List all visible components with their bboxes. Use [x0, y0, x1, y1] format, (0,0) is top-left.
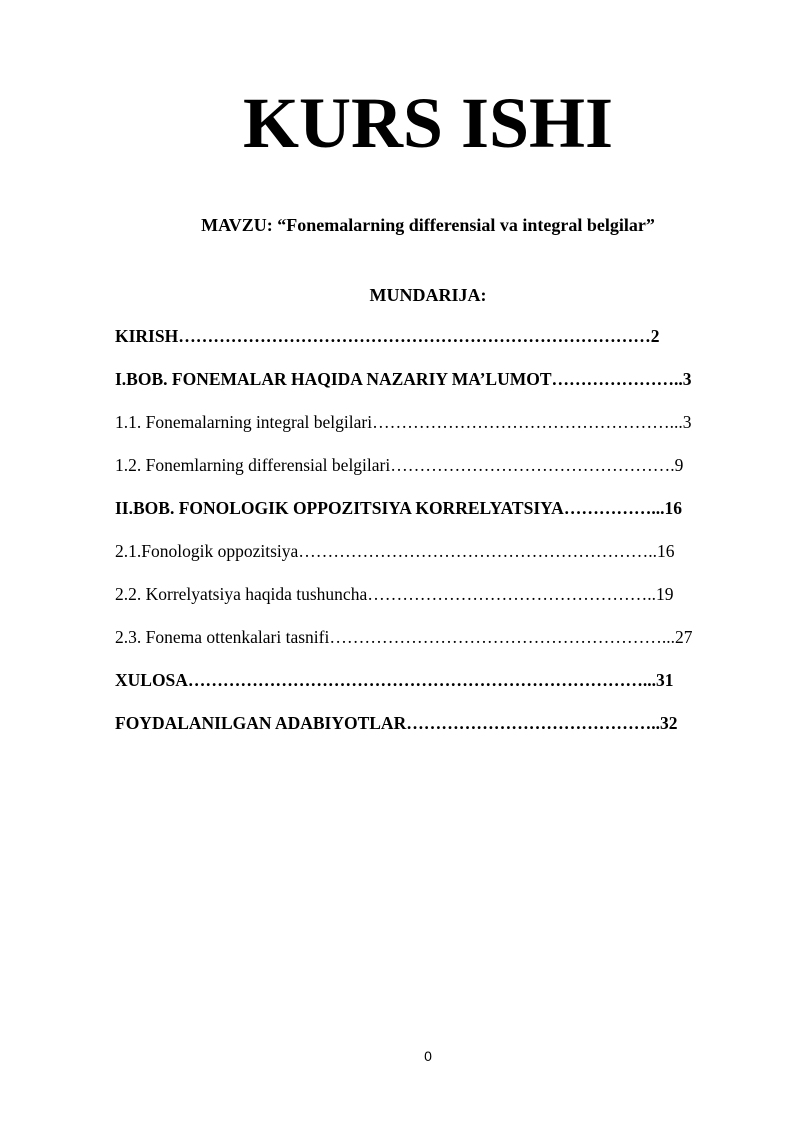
- toc-entry-bibliography: FOYDALANILGAN ADABIYOTLAR……………………………………..32: [115, 713, 678, 733]
- toc-entry-section-2-2: 2.2. Korrelyatsiya haqida tushuncha…………………………………………..19: [115, 584, 674, 604]
- toc-entry-section-1-2: 1.2. Fonemlarning differensial belgilari………………………………………….9: [115, 455, 684, 475]
- toc-heading: MUNDARIJA:: [369, 285, 487, 305]
- document-title: KURS ISHI: [242, 83, 614, 163]
- toc-entry-kirish: KIRISH………………………………………………………………………2: [115, 326, 660, 346]
- toc-entry-chapter-2: II.BOB. FONOLOGIK OPPOZITSIYA KORRELYATSIYA……………...16: [115, 498, 682, 518]
- subject-line: MAVZU: “Fonemalarning differensial va integral belgilar”: [201, 215, 655, 235]
- toc-entry-xulosa: XULOSA……………………………………………………………………...31: [115, 670, 674, 690]
- toc-entry-chapter-1: I.BOB. FONEMALAR HAQIDA NAZARIY MA’LUMOT…………………..3: [115, 369, 692, 389]
- toc-entry-section-1-1: 1.1. Fonemalarning integral belgilari……………………………………………...3: [115, 412, 692, 432]
- toc-entry-section-2-3: 2.3. Fonema ottenkalari tasnifi…………………………………………………...27: [115, 627, 693, 647]
- page-number: 0: [424, 1048, 432, 1064]
- toc-entry-section-2-1: 2.1.Fonologik oppozitsiya……………………………………………………..16: [115, 541, 675, 561]
